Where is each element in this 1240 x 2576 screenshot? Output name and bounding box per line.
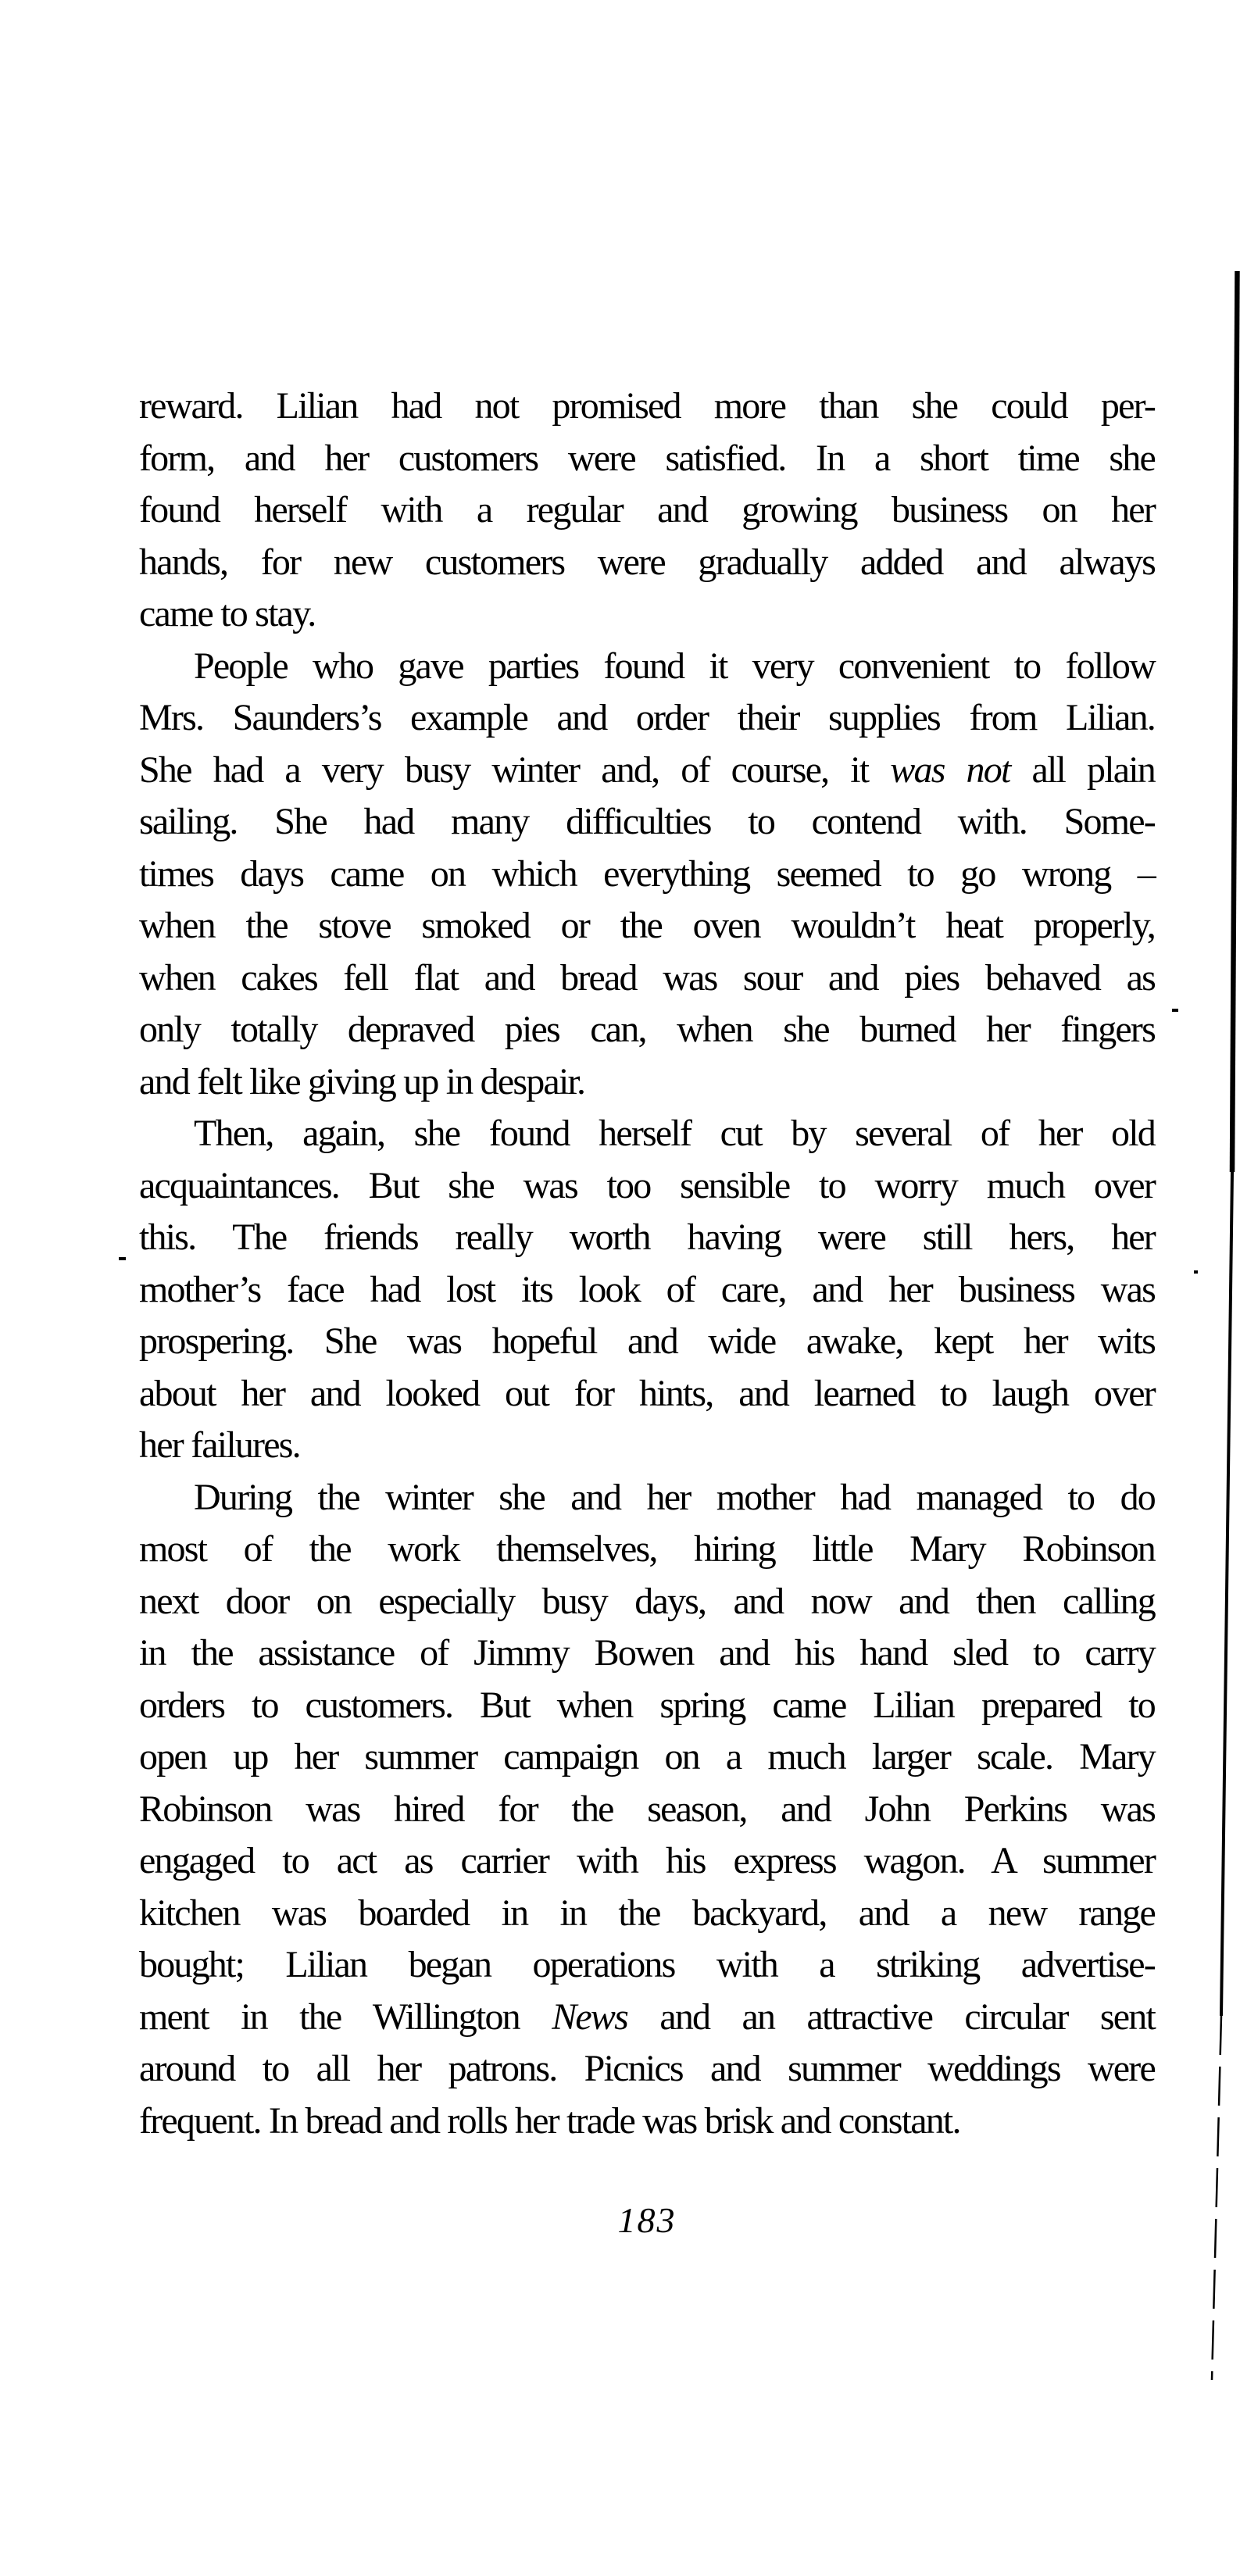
text-line: found herself with a regular and growing business on her xyxy=(139,489,1155,531)
text-line: kitchen was boarded in in the backyard, and a new range xyxy=(139,1892,1155,1934)
text-line: around to all her patrons. Picnics and summer weddings were xyxy=(139,2048,1155,2089)
text-line: when cakes fell flat and bread was sour and pies behaved as xyxy=(139,956,1155,999)
text-line: in the assistance of Jimmy Bowen and his hand sled to carry xyxy=(139,1632,1155,1674)
text-line: most of the work themselves, hiring little Mary Robinson xyxy=(139,1528,1155,1570)
text-line: reward. Lilian had not promised more than she could per- xyxy=(139,385,1155,427)
body-text xyxy=(139,381,1155,2147)
text-line: prospering. She was hopeful and wide awake, kept her wits xyxy=(139,1320,1155,1362)
text-line: Then, again, she found herself cut by several of her old xyxy=(194,1113,1155,1154)
paragraph-4 xyxy=(139,1472,1155,2148)
text-line: times days came on which everything seemed to go wrong – xyxy=(139,852,1155,895)
text-line: frequent. In bread and rolls her trade was brisk and constant. xyxy=(139,2099,960,2142)
scan-speck xyxy=(1194,1270,1198,1274)
text-line: about her and looked out for hints, and learned to laugh over xyxy=(139,1372,1155,1414)
text-line: this. The friends really worth having were still hers, her xyxy=(139,1217,1155,1258)
text-line: engaged to act as carrier with his express wagon. A summer xyxy=(139,1840,1155,1881)
text-line: only totally depraved pies can, when she burned her fingers xyxy=(139,1009,1155,1050)
text-line: During the winter she and her mother had managed to do xyxy=(194,1476,1155,1518)
page-number: 183 xyxy=(617,2200,677,2240)
scan-speck xyxy=(119,1257,126,1260)
paragraph-2 xyxy=(139,641,1155,1109)
text-line: next door on especially busy days, and now and then calling xyxy=(139,1580,1155,1622)
text-line: hands, for new customers were gradually added and always xyxy=(139,541,1155,583)
text-line: Mrs. Saunders’s example and order their supplies from Lilian. xyxy=(139,697,1155,738)
text-line: and felt like giving up in despair. xyxy=(139,1060,585,1102)
paragraph-1 xyxy=(139,381,1155,641)
text-line: orders to customers. But when spring came Lilian prepared to xyxy=(139,1684,1155,1726)
text-line: her failures. xyxy=(139,1424,300,1466)
text-line: form, and her customers were satisfied. In a short time she xyxy=(139,437,1155,479)
italic-text-segment: was not xyxy=(890,749,1010,791)
text-line: acquaintances. But she was too sensible to worry much over xyxy=(139,1164,1155,1206)
text-line xyxy=(139,1992,1155,2044)
text-line xyxy=(139,745,1155,797)
paragraph-3 xyxy=(139,1108,1155,1472)
text-segment: ment in the Willington xyxy=(139,1995,552,2038)
text-line: when the stove smoked or the oven wouldn’t heat properly, xyxy=(139,905,1155,946)
text-line: Robinson was hired for the season, and John Perkins was xyxy=(139,1788,1155,1830)
text-line: open up her summer campaign on a much larger scale. Mary xyxy=(139,1736,1155,1777)
italic-text-segment: News xyxy=(552,1995,628,2038)
text-line: sailing. She had many difficulties to contend with. Some- xyxy=(139,801,1155,842)
text-line: People who gave parties found it very convenient to follow xyxy=(194,645,1155,687)
text-segment: She had a very busy winter and, of course, it xyxy=(139,749,891,791)
text-line: mother’s face had lost its look of care, and her business was xyxy=(139,1268,1155,1310)
text-line: came to stay. xyxy=(139,593,316,634)
text-line: bought; Lilian began operations with a striking advertise- xyxy=(139,1944,1155,1985)
scan-speck xyxy=(1172,1009,1178,1012)
text-segment: all plain xyxy=(1010,749,1155,791)
text-segment: and an attractive circular sent xyxy=(627,1995,1155,2038)
